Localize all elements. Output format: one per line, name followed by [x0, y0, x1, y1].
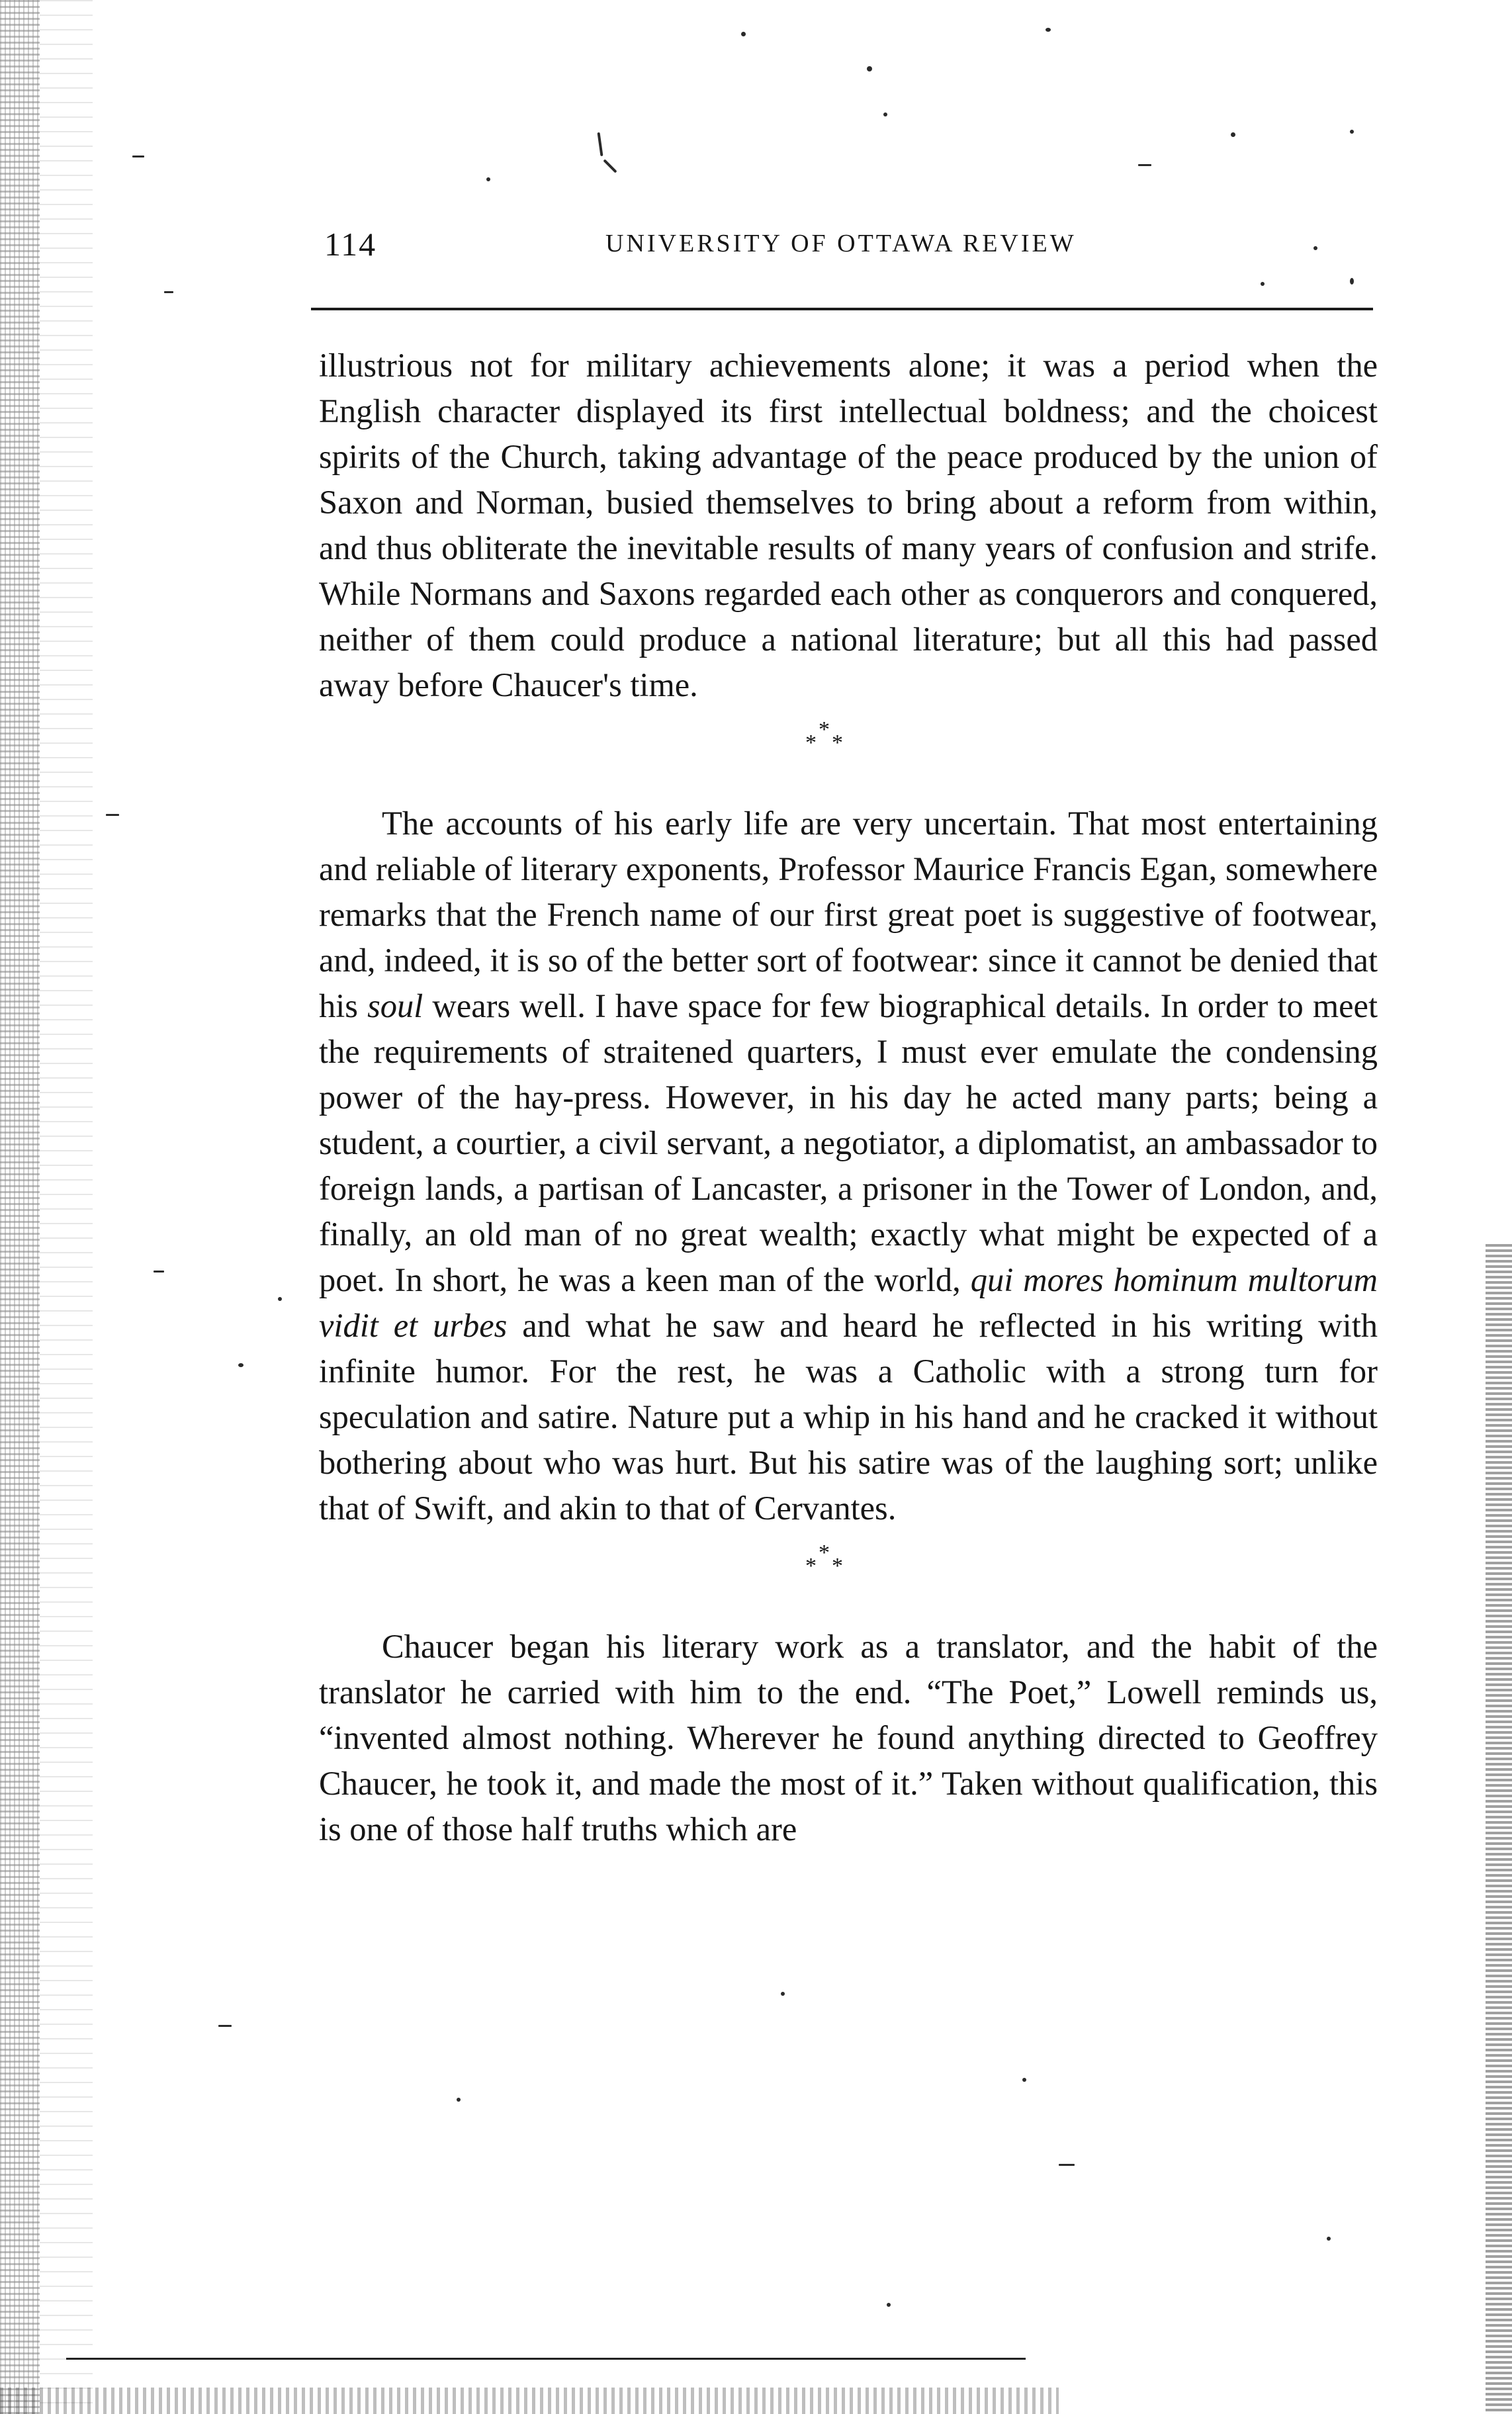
scan-speck	[278, 1297, 282, 1301]
scan-speck	[486, 177, 490, 181]
scan-right-edge-noise	[1486, 1244, 1512, 2414]
scan-speck	[781, 1992, 785, 1996]
page-number: 114	[324, 226, 377, 263]
scan-speck	[1045, 28, 1051, 32]
scan-speck	[1231, 132, 1235, 137]
bottom-rule	[66, 2358, 1026, 2360]
asterism-star: *	[805, 1554, 817, 1578]
journal-title: UNIVERSITY OF OTTAWA REVIEW	[605, 230, 1077, 257]
scan-speck	[164, 291, 173, 293]
scan-speck	[603, 159, 617, 173]
paragraph-continued: illustrious not for military achievements alone; it was a period when the English character displayed its first intellectual boldness; and the choicest spirits of the Church, taking advantage of the peace produced by the union of Saxon and Norman, busied themselves to bring about a reform from within, and thus obliterate the inevitable results of many years of confusion and strife. While Normans and Saxons regarded each other as conquerors and conquered, neither of them could produce a national literature; but all this had passed away before Chaucer's time.	[319, 347, 1378, 703]
scan-speck	[887, 2303, 891, 2307]
scan-speck	[1059, 2164, 1075, 2166]
paragraph-text: wears well. I have space for few biographical details. In order to meet the requirements of straitened quarters, I must ever emulate the condensing power of the hay-press. However, in his day he acted many parts; being a student, a courtier, a civil servant, a negotiator, a diplomatist, an ambassador to foreign lands, a partisan of Lancaster, a prisoner in the Tower of London, and, finally, an old man of no great wealth; exactly what might be expected of a poet. In short, he was a keen man of the world,	[319, 987, 1378, 1298]
scan-speck	[154, 1271, 164, 1273]
asterism-star: *	[819, 717, 830, 742]
scan-speck	[132, 156, 144, 157]
scan-speck	[218, 2025, 232, 2027]
scan-speck	[1022, 2078, 1026, 2082]
paragraph-text: The accounts of his early life are very uncertain. That most entertaining and reliable of literary exponents, Professor Maurice Francis Egan, somewhere remarks that the French name of our first great poet is suggestive of footwear, and, indeed, it is so of the better sort of footwear: since it cannot be denied that his	[319, 805, 1378, 1024]
scan-speck	[1261, 282, 1265, 286]
scan-bottom-edge-noise	[0, 2388, 1059, 2414]
section-break-asterism	[319, 708, 1378, 801]
paragraph-translator: Chaucer began his literary work as a translator, and the habit of the translator he carried with him to the end. “The Poet,” Lowell reminds us, “invented almost nothing. Wherever he found anything directed to Geoffrey Chaucer, he took it, and made the most of it.” Taken without qualification, this is one of those half truths which are	[319, 1628, 1378, 1848]
scan-speck	[106, 814, 119, 816]
italic-word: soul	[367, 987, 423, 1024]
scan-gutter-noise	[0, 0, 40, 2414]
running-head	[324, 225, 1383, 278]
scan-speck	[867, 66, 872, 71]
scan-speck	[1327, 2237, 1331, 2241]
header-rule	[311, 308, 1373, 310]
section-break-asterism	[319, 1531, 1378, 1624]
latin-quotation: qui mores hominum multorum vidit et urbes	[319, 1261, 1378, 1344]
scan-speck	[1350, 278, 1354, 285]
scan-speck	[1138, 164, 1151, 166]
scan-speck	[741, 32, 746, 36]
scan-speck	[883, 112, 887, 116]
scan-speck	[457, 2098, 461, 2102]
asterism-star: *	[819, 1541, 830, 1565]
body-text	[319, 343, 1378, 1852]
paragraph-early-life	[319, 801, 1378, 1531]
scan-speck	[598, 132, 603, 156]
scan-speck	[238, 1363, 244, 1367]
asterism-star: *	[832, 731, 843, 755]
scan-gutter-noise-faint	[40, 0, 93, 2414]
asterism-star: *	[832, 1554, 843, 1578]
asterism-star: *	[805, 731, 817, 755]
paragraph-text: and what he saw and heard he reflected in his writing with infinite humor. For the rest, he was a Catholic with a strong turn for speculation and satire. Nature put a whip in his hand and he cracked it without bothering about who was hurt. But his satire was of the laughing sort; unlike that of Swift, and akin to that of Cervantes.	[319, 1307, 1378, 1527]
scan-speck	[1350, 130, 1354, 134]
